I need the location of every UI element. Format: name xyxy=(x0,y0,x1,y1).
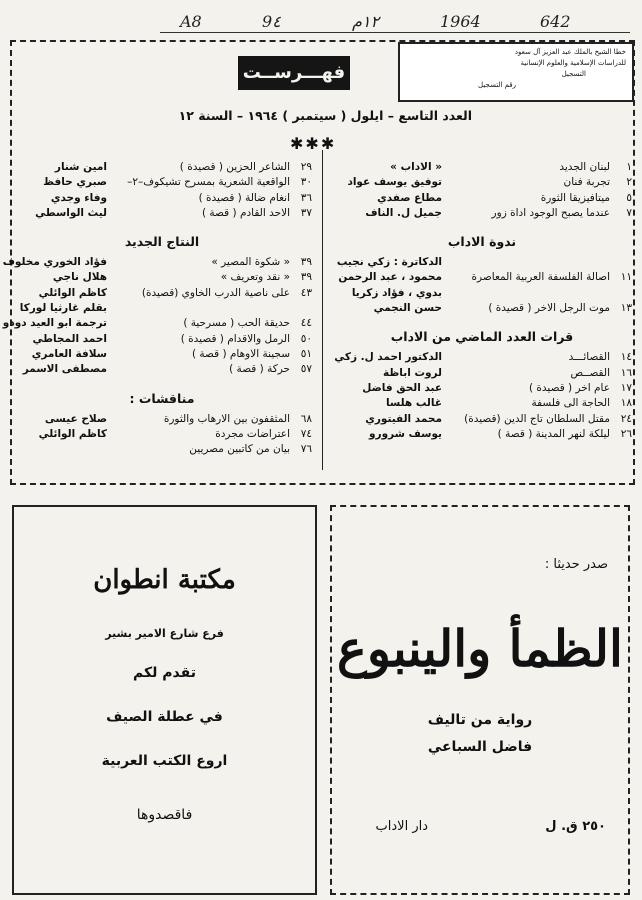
toc-group xyxy=(12,160,312,221)
toc-page-number: ٢ xyxy=(626,176,632,189)
toc-author: احمد المجاطي xyxy=(32,332,107,345)
stamp-line: خطا الشيخ بالملك عبد العزيز آل سعود xyxy=(514,48,626,56)
toc-article-title: لبنان الجديد xyxy=(559,161,610,173)
stamp-line: التسجيل xyxy=(561,70,586,78)
library-books: اروع الكتب العربية xyxy=(101,753,228,769)
toc-row[interactable] xyxy=(2,255,312,270)
toc-group xyxy=(12,412,312,458)
section-heading: ندوة الاداب xyxy=(447,234,517,250)
toc-author: « الاداب » xyxy=(390,161,442,173)
toc-article-title: المثقفون بين الارهاب والثورة xyxy=(163,412,290,425)
book-publisher: دار الاداب xyxy=(375,819,428,834)
toc-row[interactable] xyxy=(332,350,632,365)
toc-row[interactable] xyxy=(12,160,312,175)
toc-author: ترجمة ابو العيد دودو xyxy=(2,317,107,330)
recently-published: صدر حديثا : xyxy=(544,557,608,572)
toc-article-title: موت الرجل الاخر ( قصيدة ) xyxy=(488,302,610,315)
toc-page-number: ١٦ xyxy=(620,366,632,379)
toc-row[interactable] xyxy=(332,191,632,206)
toc-row[interactable] xyxy=(332,381,632,396)
toc-author: مطاع صفدي xyxy=(377,191,442,204)
toc-page-number: ٥٠ xyxy=(300,332,312,345)
handwritten-note: 1964 xyxy=(440,12,481,31)
toc-article-title: اعتراضات مجردة xyxy=(215,427,290,440)
toc-row[interactable] xyxy=(12,270,312,285)
toc-row[interactable] xyxy=(12,427,312,442)
toc-author: فؤاد الخوري مخلوف xyxy=(2,256,107,269)
toc-article-title: القصــص xyxy=(570,366,610,379)
library-offer: تقدم لكم xyxy=(133,665,196,681)
toc-row[interactable] xyxy=(332,255,632,270)
toc-article-title: « شكوة المصير » xyxy=(211,256,290,269)
toc-author: حسن النجمي xyxy=(373,302,442,315)
toc-row[interactable] xyxy=(12,442,312,457)
page-title: فهـــرســت xyxy=(238,56,350,90)
toc-article-title: مقتل السلطان تاج الدين (قصيدة) xyxy=(464,412,610,425)
toc-author: يوسف شرورو xyxy=(369,427,442,440)
toc-page-number: ٧٤ xyxy=(300,427,312,440)
toc-page-number: ٣٠ xyxy=(300,176,312,189)
toc-row[interactable] xyxy=(12,206,312,221)
toc-article-title: تجربة فنان xyxy=(563,176,610,189)
toc-article-title: ميتافيزيقا الثورة xyxy=(540,191,610,204)
toc-page-number: ٥ xyxy=(626,191,632,204)
section-heading: قرات العدد الماضي من الاداب xyxy=(390,329,574,345)
toc-row[interactable] xyxy=(12,347,312,362)
toc-article-title: سجينة الاوهام ( قصة ) xyxy=(191,347,290,360)
library-advertisement xyxy=(12,505,317,895)
toc-row[interactable] xyxy=(2,316,312,331)
stamp-line: للدراسات الإسلامية والعلوم الإنسانية xyxy=(520,59,626,67)
toc-author: امين شنار xyxy=(54,161,107,173)
toc-group xyxy=(332,160,632,221)
toc-article-title: انغام ضالة ( قصيدة ) xyxy=(198,191,290,204)
toc-author: الدكاترة : زكي نجيب xyxy=(336,256,442,269)
toc-page-number: ٦٨ xyxy=(300,412,312,425)
toc-row[interactable] xyxy=(332,206,632,221)
toc-article-title: « نقد وتعريف » xyxy=(220,271,290,284)
toc-article-title: على ناصية الدرب الخاوي (قصيدة) xyxy=(141,286,290,299)
toc-column-left xyxy=(2,160,312,457)
toc-author: بقلم غارثيا لوركا xyxy=(19,302,107,315)
toc-row[interactable] xyxy=(332,160,632,175)
column-divider xyxy=(322,150,323,470)
toc-page-number: ٥٧ xyxy=(300,363,312,376)
book-author: فاضل السباعي xyxy=(427,739,533,755)
toc-author: لروت اباظة xyxy=(383,366,442,379)
toc-article-title: ليلكة لنهر المدينة ( قصة ) xyxy=(497,427,610,440)
toc-article-title: عندما يصبح الوجود اداة زور xyxy=(491,206,610,219)
toc-author: كاظم الوائلي xyxy=(38,427,107,440)
stamp-line: رقم التسجيل xyxy=(478,81,516,89)
section-heading: مناقشات : xyxy=(129,390,195,406)
toc-column-right xyxy=(332,160,632,442)
toc-page-number: ٢٤ xyxy=(620,412,632,425)
toc-author: بدوي ، فؤاد زكريا xyxy=(351,286,442,299)
toc-page-number: ٣٩ xyxy=(300,271,312,284)
issue-line: العدد التاسع – ايلول ( سيتمبر ) ١٩٦٤ – السنة ١٢ xyxy=(178,108,472,123)
toc-author: هلال ناجي xyxy=(52,271,107,284)
toc-author: الدكتور احمد ل. زكي xyxy=(334,351,442,364)
toc-page-number: ٧ xyxy=(626,206,632,219)
toc-row[interactable] xyxy=(12,191,312,206)
book-title: الظمأ والينبوع xyxy=(337,619,623,678)
toc-page-number: ١٨ xyxy=(620,397,632,410)
toc-row[interactable] xyxy=(332,286,632,301)
toc-page-number: ٧٦ xyxy=(300,443,312,456)
section-heading: النتاج الجديد xyxy=(124,234,200,250)
toc-article-title: حديقة الحب ( مسرحية ) xyxy=(183,317,290,330)
toc-article-title: الرمل والاقدام ( قصيدة ) xyxy=(180,332,290,345)
toc-article-title: الحاجة الى فلسفة xyxy=(531,397,610,410)
toc-article-title: الشاعر الحزين ( قصيدة ) xyxy=(179,161,290,173)
toc-row[interactable] xyxy=(332,270,632,285)
toc-page-number: ٢٦ xyxy=(620,427,632,440)
library-stamp xyxy=(398,42,634,102)
toc-article-title: بيان من كاتبين مصريين xyxy=(189,443,290,456)
toc-article-title: الاحد القادم ( قصة ) xyxy=(201,206,290,219)
toc-page-number: ٣٧ xyxy=(300,206,312,219)
toc-row[interactable] xyxy=(332,412,632,427)
toc-article-title: عام اخر ( قصيدة ) xyxy=(528,381,610,394)
toc-author: سلافة العامري xyxy=(31,347,107,360)
toc-author: مصطفى الاسمر xyxy=(22,363,107,376)
toc-page-number: ٣٦ xyxy=(300,191,312,204)
toc-author: صبري حافظ xyxy=(43,176,107,189)
toc-author: جميل ل. الناف xyxy=(365,206,442,219)
toc-row[interactable] xyxy=(332,301,632,316)
handwritten-note: 9٤ xyxy=(262,12,281,31)
library-call: فاقصدوها xyxy=(136,807,193,823)
toc-page-number: ١٤ xyxy=(620,351,632,364)
toc-page-number: ٤٣ xyxy=(300,286,312,299)
toc-author: محمود ، عبد الرحمن xyxy=(338,271,442,284)
toc-row[interactable] xyxy=(332,366,632,381)
handwritten-underline xyxy=(160,32,630,33)
toc-author: ليث الواسطي xyxy=(35,206,107,219)
toc-page-number: ٥١ xyxy=(300,347,312,360)
toc-page-number: ٤٤ xyxy=(300,317,312,330)
book-subtitle: رواية من تاليف xyxy=(427,712,533,728)
stars-ornament: ✱✱✱ xyxy=(290,134,337,153)
toc-group xyxy=(2,255,312,377)
toc-row[interactable] xyxy=(12,286,312,301)
toc-page-number: ١٣ xyxy=(620,302,632,315)
toc-row[interactable] xyxy=(12,175,312,190)
toc-author: توفيق يوسف عواد xyxy=(347,176,442,189)
toc-author: عبد الحق فاضل xyxy=(362,381,442,394)
handwritten-note: ١٢م xyxy=(352,12,380,31)
library-name: مكتبة انطوان xyxy=(93,565,236,595)
library-branch: فرع شارع الامير بشير xyxy=(105,627,224,640)
toc-page-number: ٢٩ xyxy=(300,161,312,173)
toc-row[interactable] xyxy=(332,396,632,411)
toc-row[interactable] xyxy=(332,427,632,442)
toc-author: غالب هلسا xyxy=(385,397,442,410)
toc-article-title: القصائـــد xyxy=(568,351,610,364)
toc-group xyxy=(332,255,632,316)
toc-page-number: ١ xyxy=(626,161,632,173)
toc-row[interactable] xyxy=(12,301,312,316)
library-season: في عطلة الصيف xyxy=(106,709,223,725)
toc-article-title: اصالة الفلسفة العربية المعاصرة xyxy=(471,271,610,284)
toc-page-number: ٣٩ xyxy=(300,256,312,269)
toc-row[interactable] xyxy=(12,332,312,347)
book-advertisement xyxy=(330,505,630,895)
toc-article-title: حركة ( قصة ) xyxy=(229,363,290,376)
toc-page-number: ١١ xyxy=(620,271,632,284)
toc-row[interactable] xyxy=(332,175,632,190)
toc-author: صلاح عيسى xyxy=(44,412,107,425)
toc-page-number: ١٧ xyxy=(620,381,632,394)
handwritten-note: 642 xyxy=(540,12,571,31)
book-price: ٢٥٠ ق. ل xyxy=(545,819,606,834)
toc-article-title: الواقعية الشعرية بمسرح تشيكوف–٢– xyxy=(127,176,290,189)
toc-row[interactable] xyxy=(12,412,312,427)
toc-author: وفاء وجدي xyxy=(50,191,107,204)
handwritten-note: A8 xyxy=(180,12,202,31)
toc-author: كاظم الوائلي xyxy=(38,286,107,299)
toc-row[interactable] xyxy=(12,362,312,377)
toc-group xyxy=(332,350,632,442)
toc-author: محمد الفيتوري xyxy=(365,412,442,425)
